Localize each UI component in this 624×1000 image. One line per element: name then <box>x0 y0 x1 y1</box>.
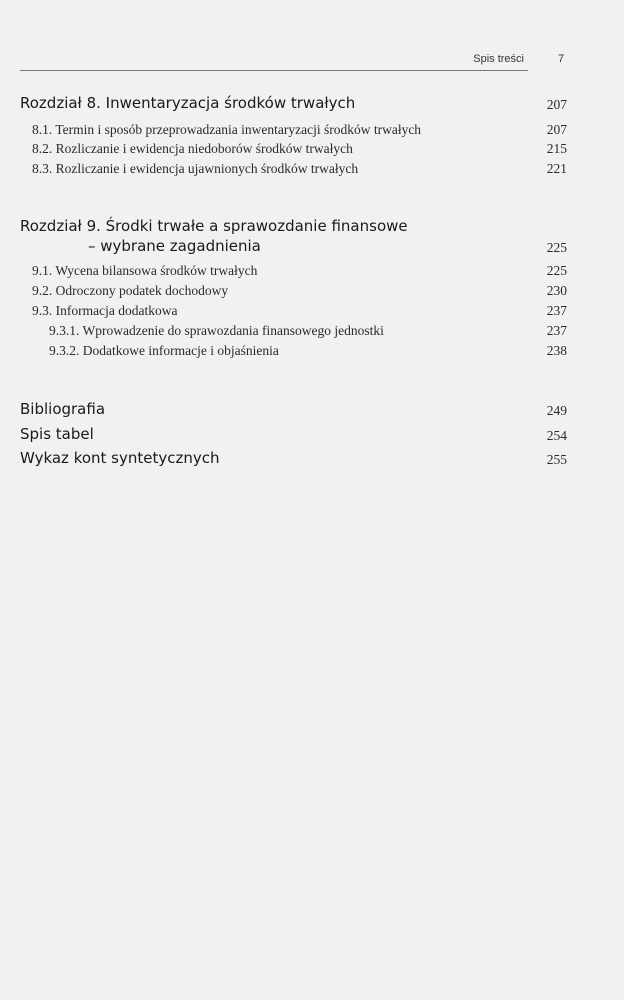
section-title: 8.2. Rozliczanie i ewidencja niedoborów środków trwałych <box>32 141 353 156</box>
chapter-title: Rozdział 8. Inwentaryzacja środków trwałych <box>20 94 356 112</box>
page-ref: 215 <box>546 141 567 156</box>
section-title: 8.1. Termin i sposób przeprowadzania inwentaryzacji środków trwałych <box>32 122 422 137</box>
page-ref: 225 <box>546 240 567 255</box>
page-ref: 230 <box>546 283 567 298</box>
page-ref: 225 <box>546 263 567 278</box>
chapter-title: Rozdział 9. Środki trwałe a sprawozdanie finansowe <box>20 217 408 235</box>
page-ref: 221 <box>546 161 567 176</box>
section-title: 8.3. Rozliczanie i ewidencja ujawnionych środków trwałych <box>32 161 359 176</box>
section-title: 9.1. Wycena bilansowa środków trwałych <box>32 263 258 278</box>
end-matter-title: Wykaz kont syntetycznych <box>20 449 220 467</box>
page-ref: 255 <box>546 452 567 467</box>
section-title: 9.3. Informacja dodatkowa <box>32 303 178 318</box>
subsection-title: 9.3.1. Wprowadzenie do sprawozdania finansowego jednostki <box>49 323 384 338</box>
page-ref: 249 <box>546 403 567 418</box>
header-rule <box>20 70 528 71</box>
page-ref: 254 <box>546 428 567 443</box>
page-number: 7 <box>558 53 565 65</box>
subsection-title: 9.3.2. Dodatkowe informacje i objaśnienia <box>49 343 279 358</box>
section-title: 9.2. Odroczony podatek dochodowy <box>32 283 229 298</box>
page-ref: 207 <box>546 97 567 112</box>
page-ref: 238 <box>546 343 567 358</box>
end-matter-title: Spis tabel <box>20 425 94 443</box>
running-head: Spis treści <box>473 53 524 65</box>
page-ref: 207 <box>546 122 567 137</box>
page-ref: 237 <box>546 303 567 318</box>
chapter-title-continued: – wybrane zagadnienia <box>88 237 261 255</box>
page-ref: 237 <box>546 323 567 338</box>
end-matter-title: Bibliografia <box>20 400 106 418</box>
